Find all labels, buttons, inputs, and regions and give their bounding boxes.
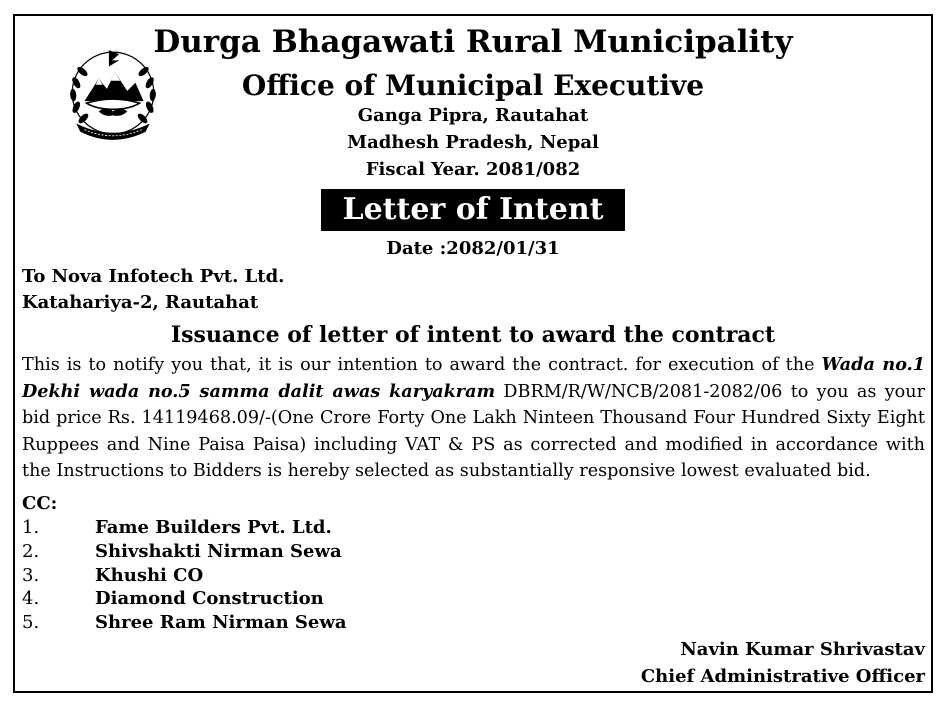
- recipient-name: To Nova Infotech Pvt. Ltd.: [22, 266, 285, 287]
- list-item-number: 4.: [22, 588, 40, 610]
- document-title: Letter of Intent: [321, 189, 625, 231]
- list-item-name: Shree Ram Nirman Sewa: [95, 612, 347, 634]
- signatory-designation: Chief Administrative Officer: [640, 666, 925, 687]
- cc-label: CC:: [22, 493, 58, 514]
- list-item-name: Khushi CO: [95, 564, 204, 586]
- project-name: Wada no.1 Dekhi wada no.5 samma dalit awas karyakram: [22, 354, 925, 402]
- municipality-name: Durga Bhagawati Rural Municipality: [153, 24, 793, 60]
- list-item: [22, 564, 347, 588]
- fiscal-year: Fiscal Year. 2081/082: [365, 159, 581, 180]
- list-item-number: 1.: [22, 517, 40, 538]
- list-item: [22, 587, 347, 611]
- list-item-number: 3.: [22, 564, 40, 586]
- address-line-1: Ganga Pipra, Rautahat: [357, 105, 589, 126]
- list-item-number: 2.: [22, 540, 40, 562]
- list-item-number: 5.: [22, 612, 40, 634]
- list-item: [22, 611, 347, 635]
- list-item-name: Diamond Construction: [95, 588, 324, 610]
- list-item: [22, 540, 347, 564]
- list-item-name: Shivshakti Nirman Sewa: [95, 540, 342, 562]
- signature-block: [641, 636, 925, 690]
- recipient-block: [22, 264, 284, 316]
- recipient-address: Katahariya-2, Rautahat: [22, 292, 259, 313]
- list-item-name: Fame Builders Pvt. Ltd.: [95, 517, 332, 538]
- body-text-part-1: This is to notify you that, it is our intention to award the contract. for execution of the: [22, 355, 822, 375]
- list-item: [22, 516, 347, 540]
- signatory-name: Navin Kumar Shrivastav: [680, 639, 925, 660]
- letter-body: [22, 352, 925, 485]
- letter-subject: Issuance of letter of intent to award the contract: [170, 322, 776, 348]
- cc-list: [22, 516, 347, 635]
- address-line-2: Madhesh Pradesh, Nepal: [347, 132, 599, 153]
- office-name: Office of Municipal Executive: [241, 69, 705, 102]
- body-text-part-2: DBRM/R/W/NCB/2081-2082/06 to you as your bid price Rs. 14119468.09/-(One Crore Forty One Lakh Ninteen Thousand Four Hundred Sixty Eight Ruppees and Nine Paisa Paisa) including VAT & PS as corrected and modified in accordance with the Instructions to Bidders is hereby selected as substantially responsive lowest evaluated bid.: [22, 381, 926, 482]
- letter-date: Date :2082/01/31: [386, 238, 560, 259]
